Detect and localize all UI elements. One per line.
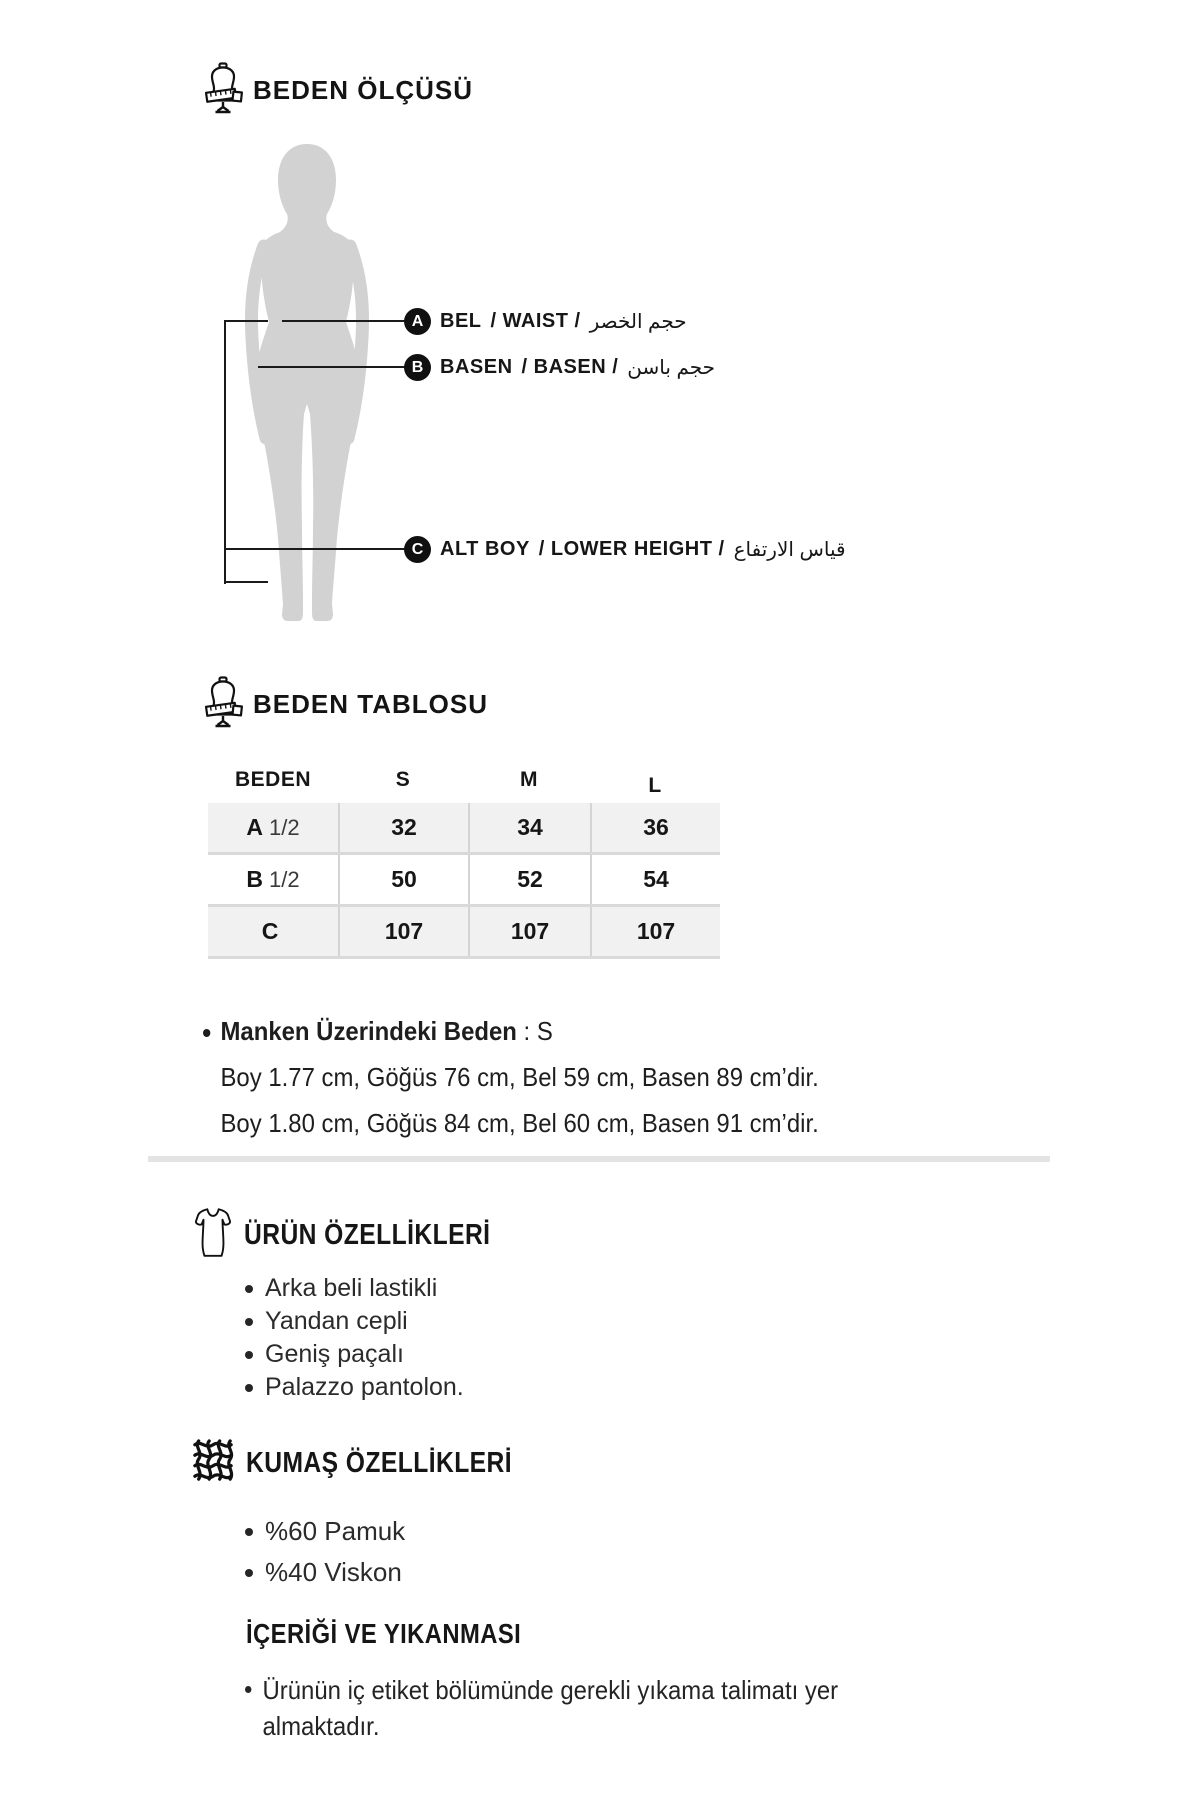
list-item-text: %40 Viskon: [265, 1557, 402, 1587]
column-header: BEDEN: [234, 768, 311, 791]
fabric-features-header: [192, 1438, 559, 1489]
row-label-cell: [208, 907, 338, 956]
bullet-dot: [245, 1569, 253, 1577]
measure-badge-b: [404, 354, 431, 381]
row-label-cell: [208, 803, 338, 852]
fabric-features-list: [245, 1511, 405, 1593]
size-measure-header: [203, 62, 473, 119]
row-label: B: [246, 866, 264, 892]
label-en: / LOWER HEIGHT /: [538, 538, 725, 560]
model-size-value: : S: [516, 1016, 553, 1046]
mannequin-icon: [203, 676, 243, 733]
list-item-text: %60 Pamuk: [265, 1516, 406, 1546]
badge-letter: C: [411, 540, 424, 558]
table-row: [208, 852, 720, 904]
waist-measure-line: [282, 320, 408, 322]
table-row: [208, 803, 720, 852]
bracket-tick-top: [224, 320, 268, 322]
bullet-dot: [245, 1285, 253, 1293]
list-item: [245, 1305, 464, 1338]
measure-badge-c: [404, 536, 431, 563]
table-cell: 52: [468, 855, 590, 904]
model-size-line: [203, 1008, 819, 1054]
table-cell: 107: [338, 907, 468, 956]
list-item-text: Palazzo pantolon.: [265, 1373, 464, 1401]
model-size-label: Manken Üzerindeki Beden: [220, 1016, 517, 1046]
size-table-body: [208, 803, 720, 959]
row-label: A: [246, 814, 264, 840]
table-cell: 36: [590, 803, 720, 852]
label-ar: قياس الارتفاع: [733, 539, 846, 561]
product-features-header: [194, 1206, 534, 1265]
measure-label-lower-height: [440, 536, 846, 563]
table-cell: 107: [468, 907, 590, 956]
bullet-dot: [245, 1384, 253, 1392]
bracket-line: [224, 320, 226, 584]
measure-label-hip: [440, 354, 715, 381]
table-cell: 50: [338, 855, 468, 904]
bullet-dot: [203, 1029, 210, 1037]
badge-letter: B: [411, 358, 424, 376]
list-item: [245, 1511, 405, 1552]
column-header: M: [520, 768, 538, 791]
care-header: [246, 1618, 570, 1650]
size-table: [208, 757, 720, 959]
product-features-list: [245, 1272, 464, 1404]
table-cell: 107: [590, 907, 720, 956]
bullet-dot: [245, 1351, 253, 1359]
list-item-text: Arka beli lastikli: [265, 1274, 438, 1302]
row-fraction: 1/2: [269, 814, 300, 840]
bullet-dot: [245, 1686, 251, 1693]
column-header: S: [395, 768, 411, 791]
label-en: / WAIST /: [490, 310, 581, 332]
section-title: BEDEN TABLOSU: [253, 689, 488, 719]
fabric-weave-icon: [192, 1438, 234, 1489]
model-measurements-line: Boy 1.77 cm, Göğüs 76 cm, Bel 59 cm, Basen 89 cm’dir.: [220, 1062, 819, 1092]
table-cell: 32: [338, 803, 468, 852]
label-tr: BEL: [440, 310, 482, 332]
measure-badge-a: [404, 308, 431, 335]
size-table-header-row: [208, 757, 720, 803]
label-ar: حجم الخصر: [589, 311, 687, 333]
table-cell: 34: [468, 803, 590, 852]
table-row: [208, 904, 720, 956]
bracket-tick-bottom: [224, 581, 268, 583]
lower-height-measure-line: [224, 548, 408, 550]
label-tr: BASEN: [440, 356, 513, 378]
hip-measure-line: [258, 366, 408, 368]
care-instructions-item: [245, 1672, 930, 1744]
list-item-text: Yandan cepli: [265, 1307, 408, 1335]
label-tr: ALT BOY: [440, 538, 530, 560]
section-title: KUMAŞ ÖZELLİKLERİ: [246, 1447, 513, 1479]
badge-letter: A: [411, 312, 424, 330]
table-cell: 54: [590, 855, 720, 904]
bullet-dot: [245, 1528, 253, 1536]
list-item: [245, 1272, 464, 1305]
row-label: C: [261, 918, 279, 944]
row-label-cell: [208, 855, 338, 904]
care-instructions-text: Ürünün iç etiket bölümünde gerekli yıkama talimatı yer almaktadır.: [262, 1675, 839, 1741]
size-table-header: [203, 676, 488, 733]
row-fraction: 1/2: [269, 866, 300, 892]
list-item-text: Geniş paçalı: [265, 1340, 404, 1368]
tshirt-icon: [194, 1206, 232, 1265]
mannequin-icon: [203, 62, 243, 119]
label-en: / BASEN /: [521, 356, 619, 378]
section-title: ÜRÜN ÖZELLİKLERİ: [244, 1219, 491, 1251]
label-ar: حجم باسن: [627, 357, 716, 379]
list-item: [245, 1552, 405, 1593]
model-measurements-line: Boy 1.80 cm, Göğüs 84 cm, Bel 60 cm, Basen 91 cm’dir.: [220, 1108, 819, 1138]
list-item: [245, 1338, 464, 1371]
bullet-dot: [245, 1318, 253, 1326]
section-title: İÇERİĞİ VE YIKANMASI: [246, 1618, 522, 1649]
section-divider: [148, 1156, 1050, 1162]
list-item: [245, 1371, 464, 1404]
model-size-info: [203, 1008, 819, 1146]
measure-label-waist: [440, 308, 687, 335]
column-header: L: [648, 774, 662, 797]
body-silhouette: [240, 142, 375, 629]
section-title: BEDEN ÖLÇÜSÜ: [253, 75, 474, 105]
